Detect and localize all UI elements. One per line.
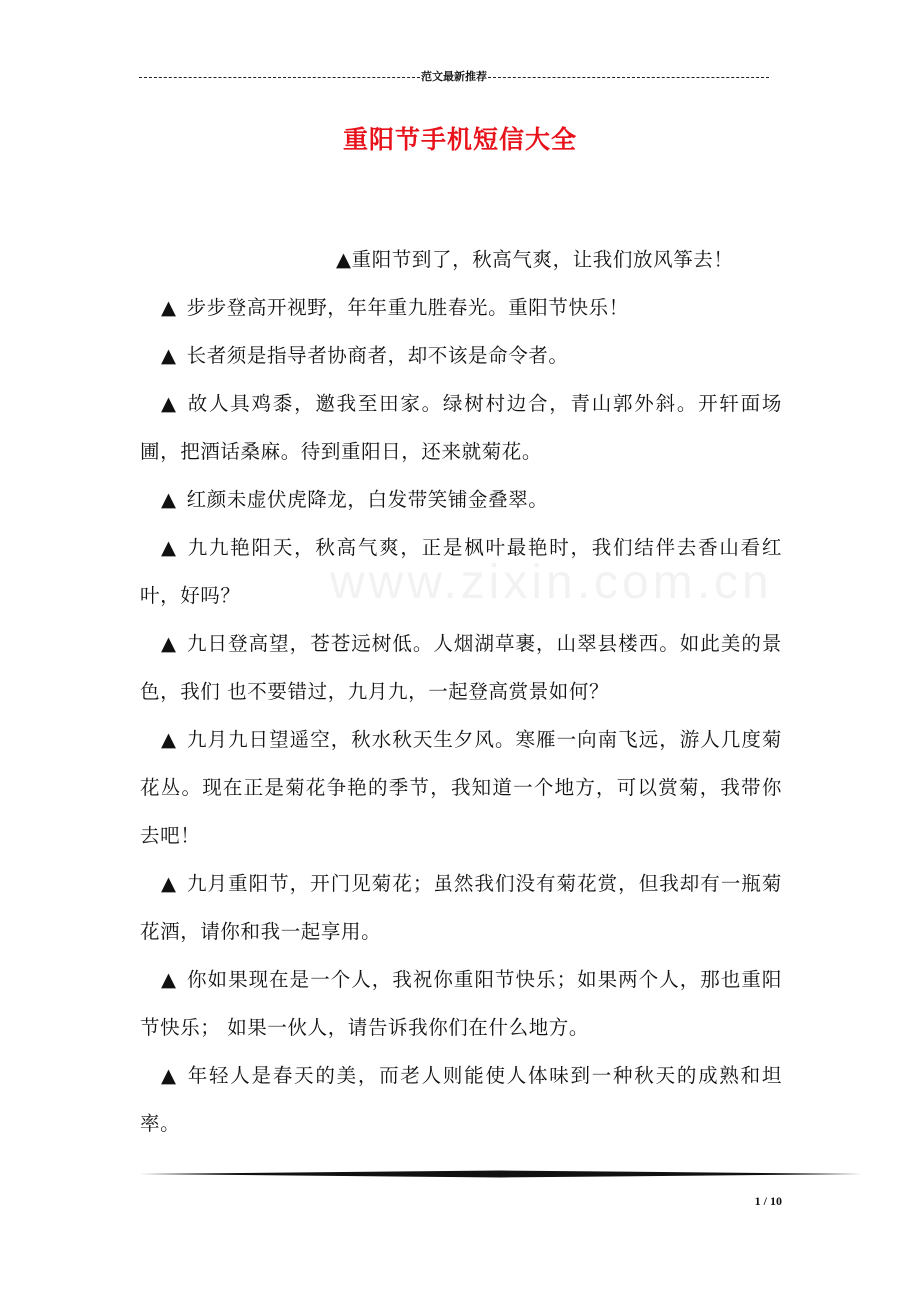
sms-paragraph [140, 332, 782, 380]
header-dash-left [139, 77, 420, 78]
sms-paragraph [140, 620, 782, 716]
sms-paragraph [140, 476, 782, 524]
paragraph-text: 重阳节到了，秋高气爽，让我们放风筝去！ [351, 248, 734, 271]
paragraph-text: 步步登高开视野，年年重九胜春光。重阳节快乐！ [186, 296, 629, 319]
triangle-bullet-icon: ▲ [161, 728, 178, 751]
sms-paragraph [140, 284, 782, 332]
document-title: 重阳节手机短信大全 [342, 125, 577, 154]
header-dash-right [488, 77, 769, 78]
triangle-bullet-icon: ▲ [161, 392, 178, 415]
paragraph-text: 九日登高望，苍苍远树低。人烟湖草裹，山翠县楼西。如此美的景色，我们 也不要错过，九月九，一起登高赏景如何？ [140, 632, 782, 703]
sms-paragraph [140, 956, 782, 1052]
document-body [140, 236, 782, 1148]
sms-paragraph [140, 1052, 782, 1148]
triangle-bullet-icon: ▲ [336, 248, 352, 271]
triangle-bullet-icon: ▲ [161, 968, 178, 991]
sms-paragraph [140, 524, 782, 620]
triangle-bullet-icon: ▲ [161, 488, 177, 511]
triangle-bullet-icon: ▲ [161, 1064, 178, 1087]
triangle-bullet-icon: ▲ [161, 296, 177, 319]
paragraph-text: 故人具鸡黍，邀我至田家。绿树村边合，青山郭外斜。开轩面场圃，把酒话桑麻。待到重阳日，还来就菊花。 [140, 392, 782, 463]
sms-paragraph [140, 716, 782, 860]
paragraph-text: 年轻人是春天的美，而老人则能使人体味到一种秋天的成熟和坦率。 [140, 1064, 782, 1135]
page-number: 1 / 10 [754, 1194, 782, 1208]
sms-paragraph [140, 860, 782, 956]
header-label: 范文最新推荐 [421, 70, 487, 83]
footer-rule [140, 1170, 862, 1178]
sms-paragraph [140, 236, 782, 284]
paragraph-text: 你如果现在是一个人，我祝你重阳节快乐；如果两个人，那也重阳节快乐； 如果一伙人，请告诉我你们在什么地方。 [140, 968, 782, 1039]
paragraph-text: 九月重阳节，开门见菊花；虽然我们没有菊花赏，但我却有一瓶菊花酒，请你和我一起享用。 [140, 872, 782, 943]
paragraph-text: 九九艳阳天，秋高气爽，正是枫叶最艳时，我们结伴去香山看红叶，好吗？ [140, 536, 782, 607]
triangle-bullet-icon: ▲ [161, 536, 178, 559]
watermark-text: www.zixin.com.cn [330, 556, 773, 609]
paragraph-text: 红颜未虚伏虎降龙，白发带笑铺金叠翠。 [186, 488, 549, 511]
paragraph-text: 九月九日望遥空，秋水秋天生夕风。寒雁一向南飞远，游人几度菊花丛。现在正是菊花争艳的季节，我知道一个地方，可以赏菊，我带你去吧！ [140, 728, 782, 847]
triangle-bullet-icon: ▲ [161, 632, 178, 655]
page-header [139, 68, 769, 86]
sms-paragraph [140, 380, 782, 476]
triangle-bullet-icon: ▲ [161, 344, 177, 367]
triangle-bullet-icon: ▲ [161, 872, 178, 895]
paragraph-text: 长者须是指导者协商者，却不该是命令者。 [186, 344, 569, 367]
